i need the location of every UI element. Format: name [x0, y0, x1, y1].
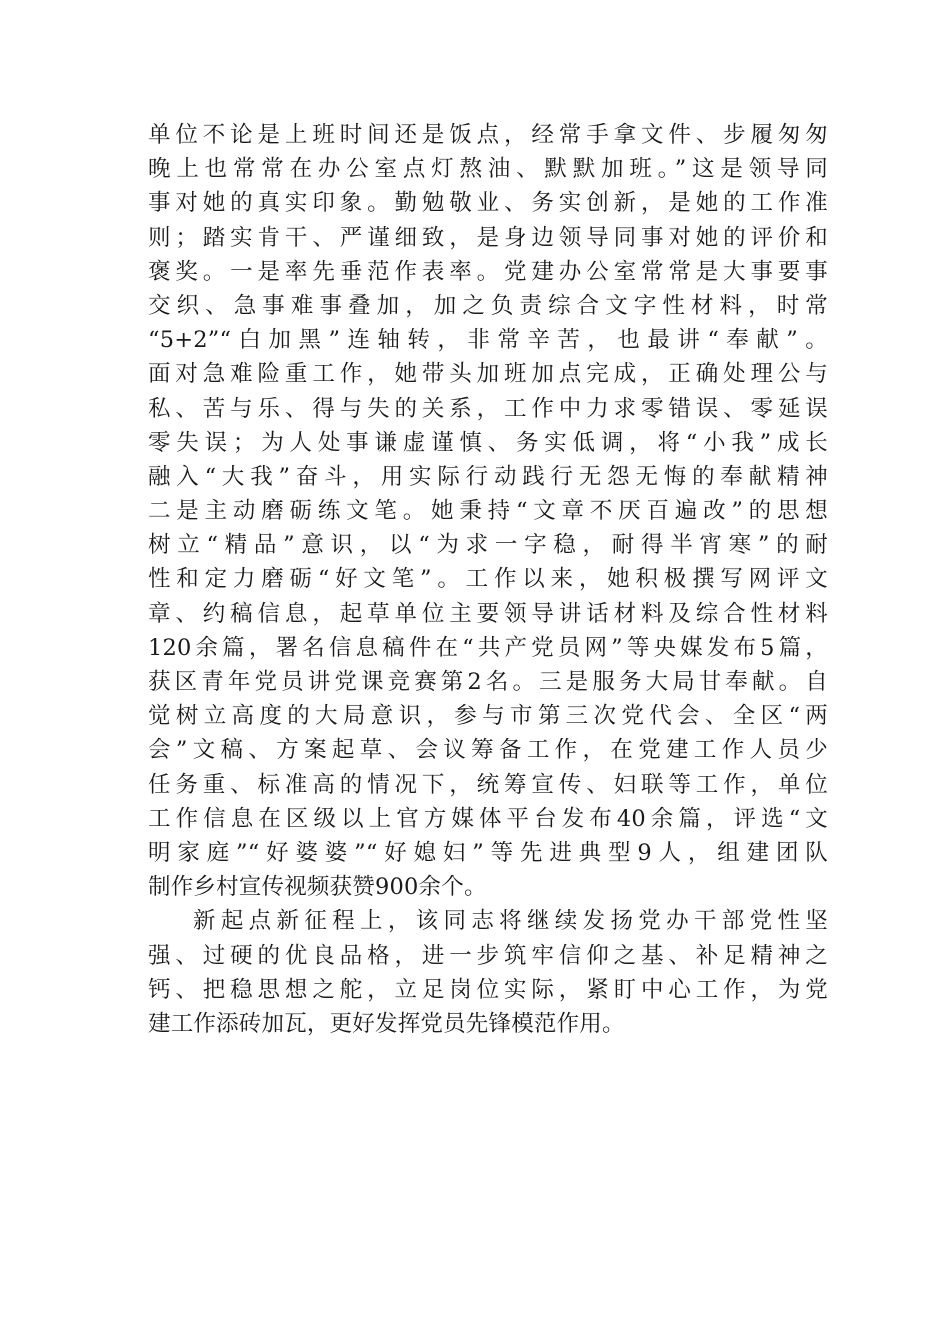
text-line: 晚上也常常在办公室点灯熬油、默默加班。”这是领导同 [148, 156, 828, 183]
text-line: 觉树立高度的大局意识，参与市第三次党代会、全区“两 [148, 703, 828, 730]
text-line: 事对她的真实印象。勤勉敬业、务实创新，是她的工作准 [148, 190, 828, 217]
text-line: 零失误；为人处事谦虚谨慎、务实低调，将“小我”成长 [148, 429, 828, 456]
text-line: 钙、把稳思想之舵，立足岗位实际，紧盯中心工作，为党 [148, 976, 828, 1003]
text-line: 120余篇，署名信息稿件在“共产党员网”等央媒发布5篇， [148, 634, 828, 661]
text-line: 面对急难险重工作，她带头加班加点完成，正确处理公与 [148, 361, 828, 388]
text-line: 任务重、标准高的情况下，统筹宣传、妇联等工作，单位 [148, 771, 828, 798]
text-line: 单位不论是上班时间还是饭点，经常手拿文件、步履匆匆 [148, 122, 828, 148]
text-line: 二是主动磨砺练文笔。她秉持“文章不厌百遍改”的思想 [148, 498, 828, 525]
text-line: 交织、急事难事叠加，加之负责综合文字性材料，时常 [148, 292, 828, 319]
text-line: 褒奖。一是率先垂范作表率。党建办公室常常是大事要事 [148, 258, 828, 285]
text-line: 新起点新征程上，该同志将继续发扬党办干部党性坚 [193, 908, 828, 935]
body-text [148, 118, 828, 1041]
text-line: 建工作添砖加瓦，更好发挥党员先锋模范作用。 [148, 1010, 625, 1037]
text-line: 制作乡村宣传视频获赞900余个。 [148, 874, 487, 901]
text-line: 则；踏实肯干、严谨细致，是身边领导同事对她的评价和 [148, 224, 828, 251]
text-line: 强、过硬的优良品格，进一步筑牢信仰之基、补足精神之 [148, 942, 828, 969]
paragraph-1 [148, 118, 828, 904]
text-line: “5+2”“白加黑”连轴转，非常辛苦，也最讲“奉献”。 [148, 327, 828, 354]
text-line: 章、约稿信息，起草单位主要领导讲话材料及综合性材料 [148, 600, 828, 627]
text-line: 获区青年党员讲党课竞赛第2名。三是服务大局甘奉献。自 [148, 669, 828, 695]
text-line: 明家庭”“好婆婆”“好媳妇”等先进典型9人，组建团队 [148, 839, 828, 866]
paragraph-2 [148, 904, 828, 1041]
text-line: 私、苦与乐、得与失的关系，工作中力求零错误、零延误 [148, 395, 828, 422]
text-line: 会”文稿、方案起草、会议筹备工作，在党建工作人员少 [148, 737, 828, 764]
text-line: 工作信息在区级以上官方媒体平台发布40余篇，评选“文 [148, 805, 828, 832]
text-line: 树立“精品”意识，以“为求一字稳，耐得半宵寒”的耐 [148, 532, 828, 559]
text-line: 融入“大我”奋斗，用实际行动践行无怨无悔的奉献精神 [148, 463, 828, 490]
text-line: 性和定力磨砺“好文笔”。工作以来，她积极撰写网评文 [148, 566, 828, 593]
